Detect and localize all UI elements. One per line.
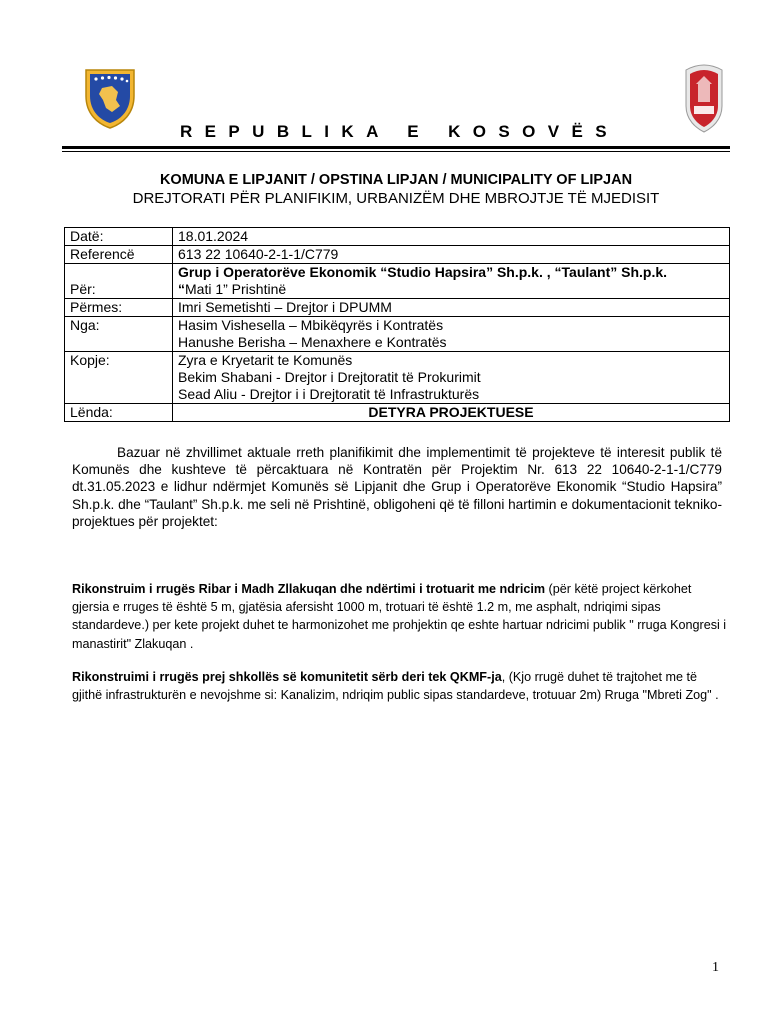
recipient-quote: “ — [178, 281, 185, 297]
table-row — [65, 352, 730, 404]
kosovo-coat-of-arms-icon — [82, 66, 138, 130]
subject-value: DETYRA PROJEKTUESE — [173, 404, 730, 422]
from-line-2: Hanushe Berisha – Menaxhere e Kontratës — [178, 334, 447, 350]
recipient-line-1: Grup i Operatorëve Ekonomik “Studio Hapsira” Sh.p.k. , “Taulant” Sh.p.k. — [178, 264, 668, 280]
letter-meta-table — [64, 227, 730, 422]
project-2-paragraph — [72, 668, 728, 704]
table-row — [65, 404, 730, 422]
table-row — [65, 264, 730, 299]
copy-line-1: Zyra e Kryetarit te Komunës — [178, 352, 353, 368]
header-rule-thin — [62, 151, 730, 152]
from-label: Nga: — [65, 317, 173, 352]
recipient-line-2 — [178, 281, 724, 298]
copy-line-2: Bekim Shabani - Drejtor i Drejtoratit të Prokurimit — [178, 369, 481, 385]
project-2-text: , (Kjo rrugë duhet të trajtohet me të gjithë infrastrukturën e nevojshme si: Kanalizim, ndriqim public sipas standardeve, trotuuar 2m) Rruga "Mbreti Zog" . — [72, 670, 719, 703]
via-label: Përmes: — [65, 299, 173, 317]
from-value — [173, 317, 730, 352]
via-value: Imri Semetishti – Drejtor i DPUMM — [173, 299, 730, 317]
header-rule-thick — [62, 146, 730, 149]
reference-label: Referencë — [65, 246, 173, 264]
copy-value — [173, 352, 730, 404]
reference-value: 613 22 10640-2-1-1/C779 — [173, 246, 730, 264]
country-title: REPUBLIKA E KOSOVËS — [180, 122, 620, 141]
project-1-text: (për këtë project kërkohet gjersia e rruges të është 5 m, gjatësia afersisht 1000 m, trotuari të është 1.2 m, me asphalt, ndriqimi sipas standardeve.) per kete projekt duhet te harmonizohet me prohjektin qe eshte hartuar ndricimi publik " rruga Kongresi i manastirit" Zlakuqan . — [72, 582, 727, 651]
table-row — [65, 317, 730, 352]
copy-line-3: Sead Aliu - Drejtor i i Drejtoratit të Infrastrukturës — [178, 386, 480, 402]
subject-label: Lënda: — [65, 404, 173, 422]
page-number: 1 — [712, 960, 719, 975]
project-1-paragraph — [72, 580, 728, 653]
date-label: Datë: — [65, 228, 173, 246]
recipient-line-2-text: Mati 1” Prishtinë — [185, 281, 287, 297]
copy-label: Kopje: — [65, 352, 173, 404]
table-row — [65, 246, 730, 264]
recipient-value — [173, 264, 730, 299]
lipjan-municipality-emblem-icon — [680, 62, 728, 134]
project-2-title: Rikonstruimi i rrugës prej shkollës së komunitetit sërb deri tek QKMF-ja — [72, 670, 502, 684]
table-row — [65, 228, 730, 246]
municipality-name: KOMUNA E LIPJANIT / OPSTINA LIPJAN / MUNICIPALITY OF LIPJAN — [159, 172, 633, 188]
from-line-1: Hasim Vishesella – Mbikëqyrës i Kontratës — [178, 317, 444, 333]
date-value: 18.01.2024 — [173, 228, 730, 246]
table-row — [65, 299, 730, 317]
intro-paragraph: Bazuar në zhvillimet aktuale rreth planifikimit dhe implementimit të projekteve të interesit publik të Komunës dhe kushteve të përcaktuara në Kontratën për Projektim Nr. 613 22 10640-2-1-1/C779 dt.31.05.2023 e lidhur ndërmjet Komunës së Lipjanit dhe Grup i Operatorëve Ekonomik “Studio Hapsira” Sh.p.k. dhe “Taulant” Sh.p.k. me seli në Prishtinë, obligoheni që të filloni hartimin e dokumentacionit tekniko-projektues për projektet: — [72, 445, 722, 529]
recipient-label: Për: — [65, 264, 173, 299]
project-1-title: Rikonstruim i rrugës Ribar i Madh Zllakuqan dhe ndërtimi i trotuarit me ndricim — [72, 582, 546, 596]
directorate-name: DREJTORATI PËR PLANIFIKIM, URBANIZËM DHE MBROJTJE TË MJEDISIT — [132, 190, 660, 207]
